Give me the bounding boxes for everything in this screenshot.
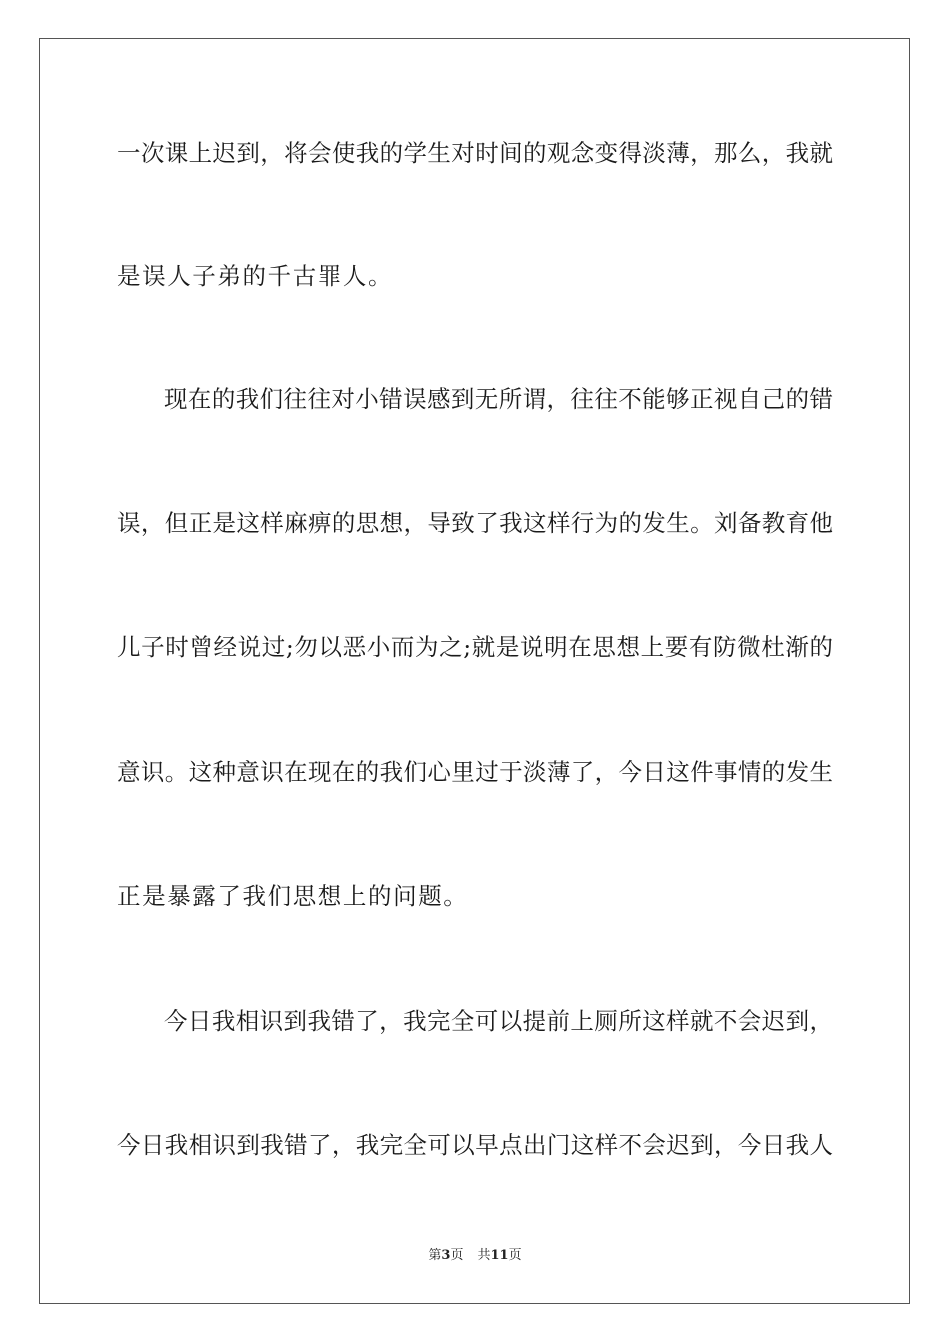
paragraph-line: 正是暴露了我们思想上的问题。 — [117, 882, 469, 910]
paragraph-line: 今日我相识到我错了，我完全可以早点出门这样不会迟到，今日我人 — [117, 1131, 833, 1159]
paragraph-line: 是误人子弟的千古罪人。 — [117, 262, 394, 290]
page-border — [39, 38, 910, 1304]
paragraph-line: 一次课上迟到，将会使我的学生对时间的观念变得淡薄，那么，我就 — [117, 139, 833, 167]
page-suffix: 页 — [450, 1248, 464, 1263]
total-suffix: 页 — [508, 1248, 522, 1263]
total-prefix: 共 — [477, 1248, 491, 1263]
page-footer — [0, 1248, 950, 1264]
paragraph-line: 意识。这种意识在现在的我们心里过于淡薄了，今日这件事情的发生 — [117, 758, 833, 786]
paragraph-line: 今日我相识到我错了，我完全可以提前上厕所这样就不会迟到， — [164, 1007, 833, 1035]
paragraph-line: 误，但正是这样麻痹的思想，导致了我这样行为的发生。刘备教育他 — [117, 509, 833, 537]
page-prefix: 第 — [428, 1248, 442, 1263]
page-number: 3 — [441, 1248, 451, 1263]
paragraph-line: 儿子时曾经说过;勿以恶小而为之;就是说明在思想上要有防微杜渐的 — [117, 633, 833, 661]
paragraph-line: 现在的我们往往对小错误感到无所谓，往往不能够正视自己的错 — [164, 385, 833, 413]
total-pages: 11 — [490, 1248, 509, 1263]
